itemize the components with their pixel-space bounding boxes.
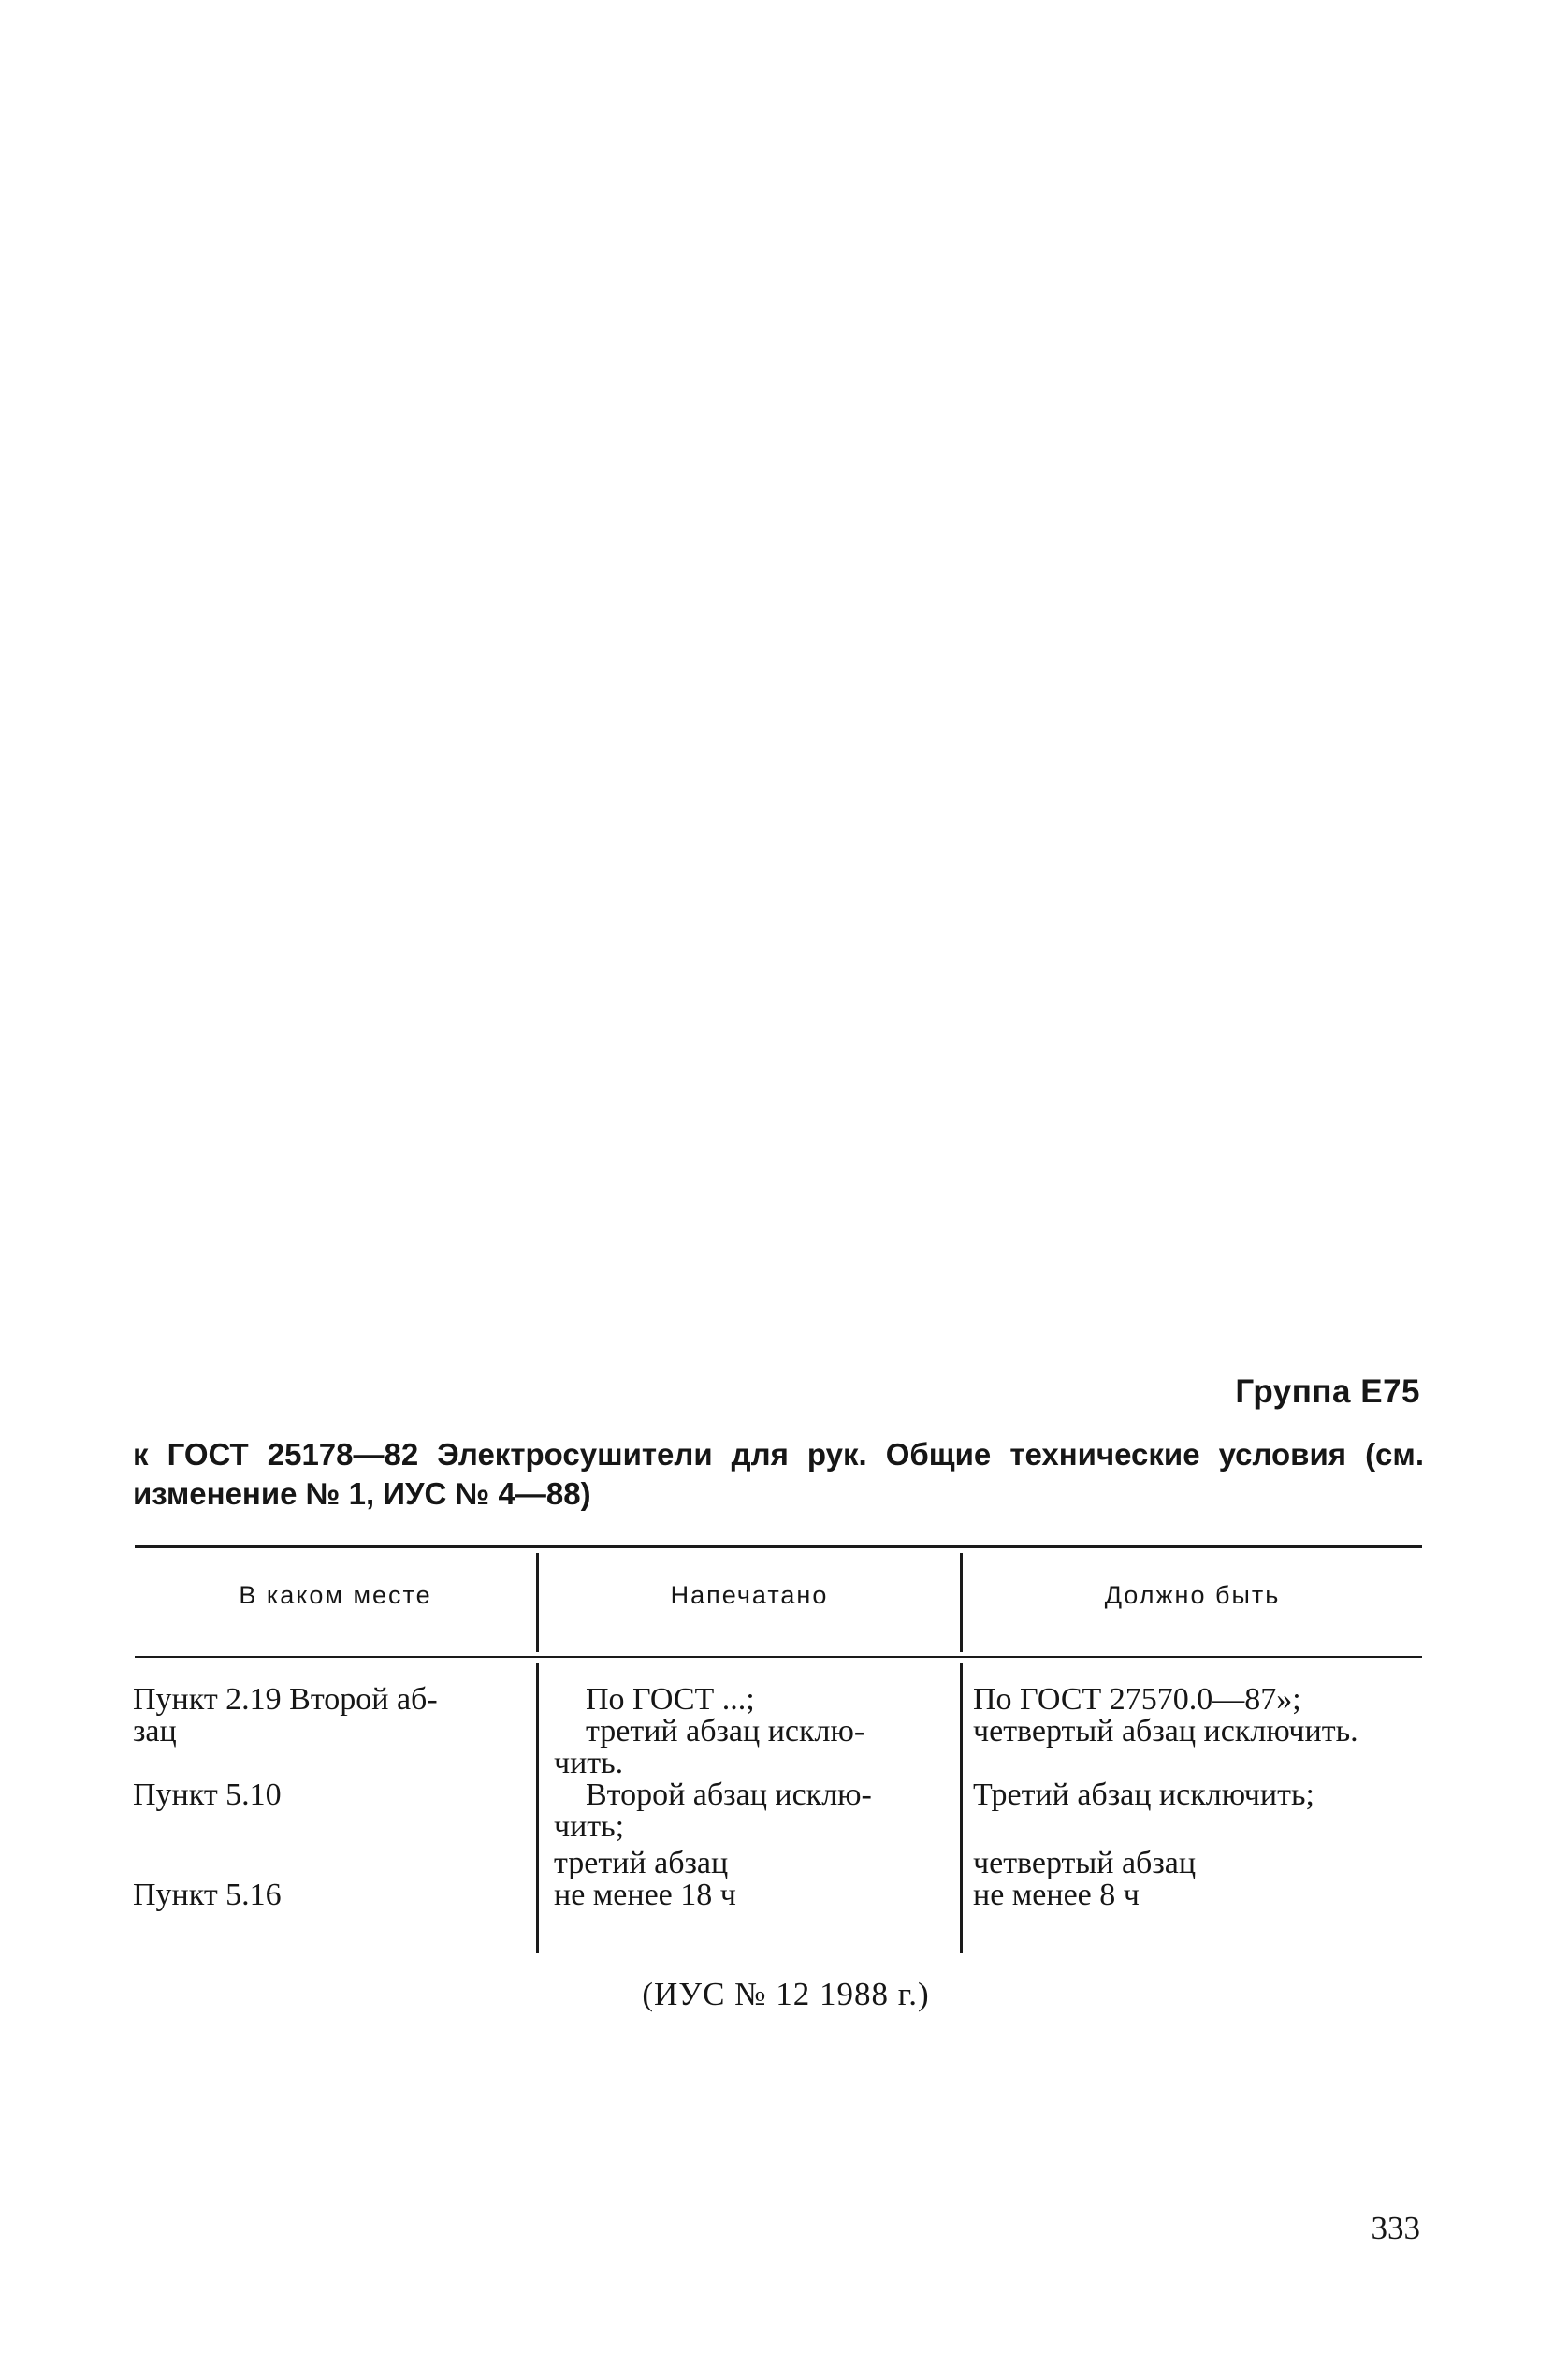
header-location: В каком месте — [239, 1581, 432, 1609]
correct-cell: четвертый абзац — [973, 1846, 1197, 1880]
printed-cell: третий абзац исклю- — [586, 1714, 865, 1748]
amendment-title-line-2: изменение № 1, ИУС № 4—88) — [133, 1476, 591, 1511]
location-cell: Пункт 5.10 — [133, 1777, 282, 1812]
body-divider-1 — [536, 1663, 539, 1953]
page-number: 333 — [1371, 2210, 1420, 2246]
table-top-rule — [135, 1545, 1422, 1548]
amendment-title-line-1: к ГОСТ 25178—82 Электросушители для рук. Общие технические условия (см. — [133, 1437, 1424, 1472]
body-divider-2 — [960, 1663, 963, 1953]
header-should-be: Должно быть — [1104, 1581, 1281, 1609]
group-label: Группа Е75 — [1235, 1373, 1420, 1410]
printed-cell: чить. — [554, 1746, 624, 1780]
amendment-title — [133, 1435, 1424, 1514]
printed-cell: Второй абзац исклю- — [586, 1777, 872, 1812]
location-cell: Пункт 5.16 — [133, 1878, 282, 1912]
correct-cell: Третий абзац исключить; — [973, 1777, 1314, 1812]
correct-cell: не менее 8 ч — [973, 1878, 1140, 1912]
printed-cell: третий абзац — [554, 1846, 729, 1880]
printed-cell: чить; — [554, 1809, 625, 1844]
header-bottom-rule — [135, 1656, 1422, 1658]
header-printed: Напечатано — [670, 1581, 829, 1609]
location-cell: Пункт 2.19 Второй аб- — [133, 1682, 438, 1717]
correct-cell: четвертый абзац исключить. — [973, 1714, 1358, 1748]
printed-cell: По ГОСТ ...; — [586, 1682, 755, 1717]
correct-cell: По ГОСТ 27570.0—87»; — [973, 1682, 1301, 1717]
location-cell: зац — [133, 1714, 177, 1748]
source-footnote: (ИУС № 12 1988 г.) — [642, 1976, 930, 2012]
printed-cell: не менее 18 ч — [554, 1878, 736, 1912]
